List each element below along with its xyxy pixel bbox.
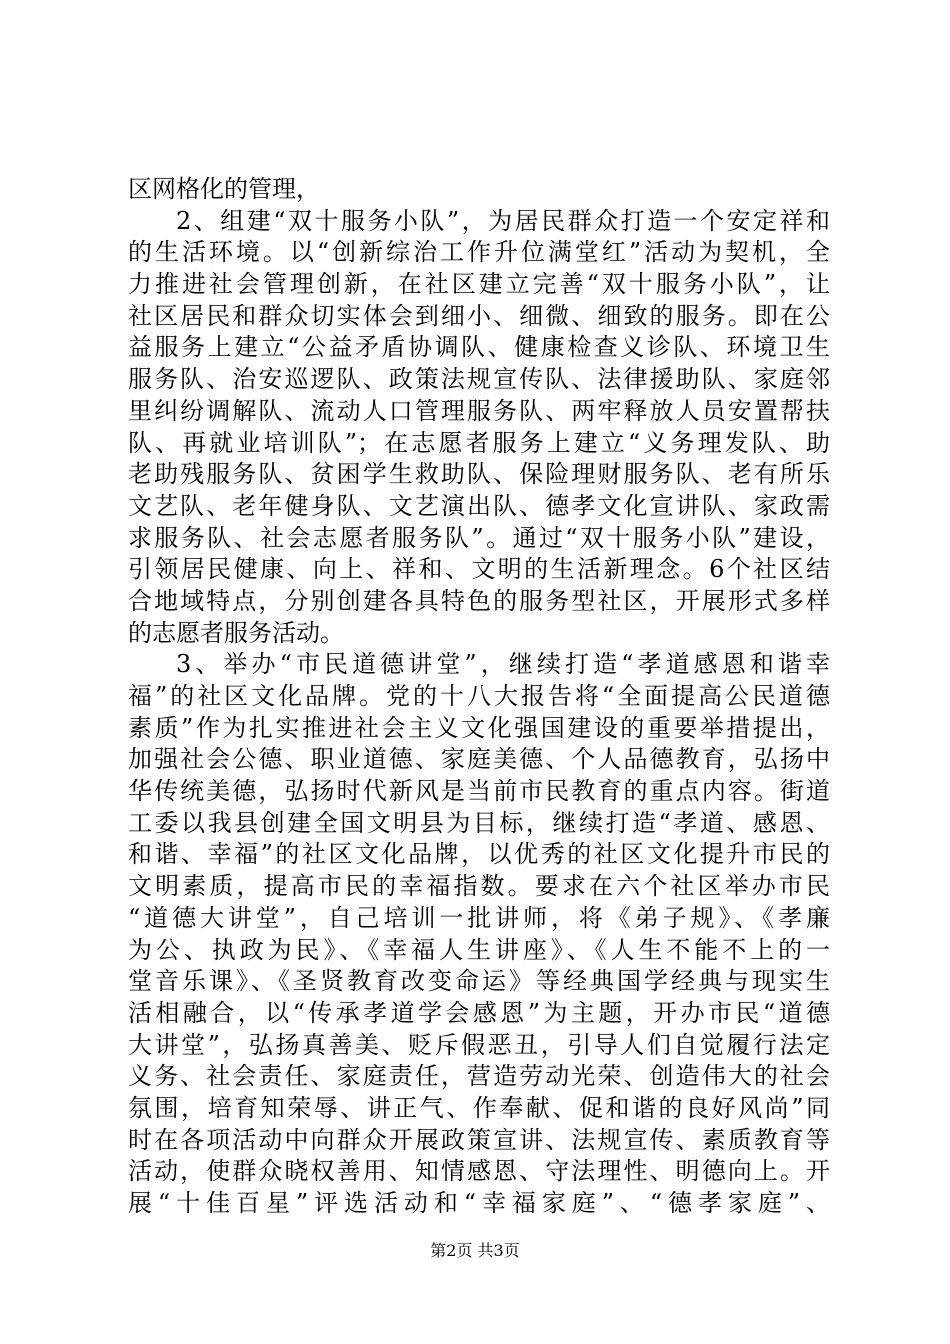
text-line: 里纠纷调解队、流动人口管理服务队、两牢释放人员安置帮扶 xyxy=(128,396,830,425)
text-line: 的生活环境。以“创新综治工作升位满堂红”活动为契机，全 xyxy=(128,238,830,267)
text-line: 益服务上建立“公益矛盾协调队、健康检查义诊队、环境卫生 xyxy=(128,333,830,362)
page-number-footer: 第2页 共3页 xyxy=(430,1241,520,1260)
text-line: 福”的社区文化品牌。党的十八大报告将“全面提高公民道德 xyxy=(128,682,830,710)
text-line: 引领居民健康、向上、祥和、文明的生活新理念。6个社区结 xyxy=(128,555,830,584)
text-line: 文明素质，提高市民的幸福指数。要求在六个社区举办市民 xyxy=(128,872,830,901)
text-line: 加强社会公德、职业道德、家庭美德、个人品德教育，弘扬中 xyxy=(128,745,830,774)
text-line: 服务队、治安巡逻队、政策法规宣传队、法律援助队、家庭邻 xyxy=(128,365,830,394)
text-line: 素质”作为扎实推进社会主义文化强国建设的重要举措提出， xyxy=(128,713,830,742)
text-line: 的志愿者服务活动。 xyxy=(128,618,344,647)
text-line: 堂音乐课》、《圣贤教育改变命运》等经典国学经典与现实生 xyxy=(128,967,830,996)
text-line: 文艺队、老年健身队、文艺演出队、德孝文化宣讲队、家政需 xyxy=(128,491,830,520)
text-line: 3、举办“市民道德讲堂”，继续打造“孝道感恩和谐幸 xyxy=(176,650,830,679)
text-line: 活相融合，以“传承孝道学会感恩”为主题，开办市民“道德 xyxy=(128,998,830,1027)
text-line: 工委以我县创建全国文明县为目标，继续打造“孝道、感恩、 xyxy=(128,808,830,837)
text-line: 氛围，培育知荣辱、讲正气、作奉献、促和谐的良好风尚”同 xyxy=(128,1093,830,1122)
text-line: 社区居民和群众切实体会到细小、细微、细致的服务。即在公 xyxy=(128,301,830,330)
text-line: 活动，使群众晓权善用、知情感恩、守法理性、明德向上。开 xyxy=(128,1157,830,1186)
text-line: 华传统美德，弘扬时代新风是当前市民教育的重点内容。街道 xyxy=(128,777,830,806)
text-line: 时在各项活动中向群众开展政策宣讲、法规宣传、素质教育等 xyxy=(128,1125,830,1154)
text-line: 义务、社会责任、家庭责任，营造劳动光荣、创造伟大的社会 xyxy=(128,1062,830,1091)
text-line: 区网格化的管理， xyxy=(128,175,320,203)
text-line: “道德大讲堂”，自己培训一批讲师，将《弟子规》、《孝廉 xyxy=(128,903,830,932)
body-text xyxy=(128,174,830,1220)
text-line: 和谐、幸福”的社区文化品牌，以优秀的社区文化提升市民的 xyxy=(128,840,830,869)
text-line: 为公、执政为民》、《幸福人生讲座》、《人生不能不上的一 xyxy=(128,935,830,964)
text-line: 求服务队、社会志愿者服务队”。通过“双十服务小队”建设， xyxy=(128,523,830,552)
text-line: 力推进社会管理创新，在社区建立完善“双十服务小队”，让 xyxy=(128,270,830,299)
text-line: 队、再就业培训队”；在志愿者服务上建立“义务理发队、助 xyxy=(128,428,830,457)
text-line: 展“十佳百星”评选活动和“幸福家庭”、“德孝家庭”、 xyxy=(128,1189,830,1217)
text-line: 合地域特点，分别创建各具特色的服务型社区，开展形式多样 xyxy=(128,586,830,615)
text-line: 老助残服务队、贫困学生救助队、保险理财服务队、老有所乐 xyxy=(128,460,830,489)
text-line: 大讲堂”，弘扬真善美、贬斥假恶丑，引导人们自觉履行法定 xyxy=(128,1030,830,1059)
text-line: 2、组建“双十服务小队”，为居民群众打造一个安定祥和 xyxy=(176,206,830,235)
